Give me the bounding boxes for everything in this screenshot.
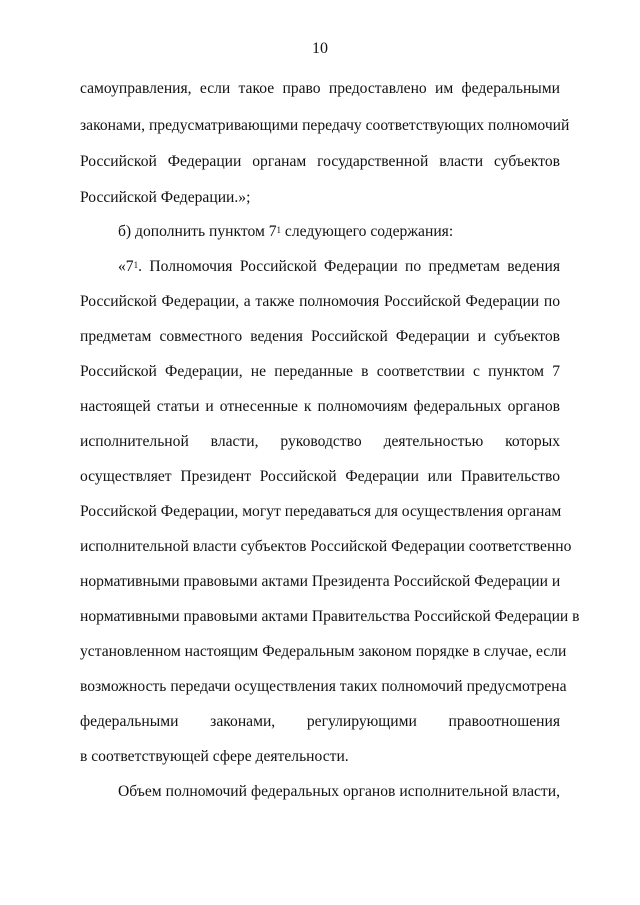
text-line [118,223,560,241]
page-number: 10 [312,40,328,57]
text-fragment: «7 [118,258,134,275]
text-line: осуществляет Президент Российской Федерации или Правительство [80,468,560,485]
text-line: предметам совместного ведения Российской Федерации и субъектов [80,328,560,345]
text-line: в соответствующей сфере деятельности. [80,748,349,765]
text-line: Российской Федерации органам государственной власти субъектов [80,153,560,170]
text-line: исполнительной власти субъектов Российской Федерации соответственно [80,538,572,555]
text-line: нормативными правовыми актами Президента Российской Федерации и [80,573,561,590]
text-line: Российской Федерации, а также полномочия Российской Федерации по [80,293,560,310]
text-line: настоящей статьи и отнесенные к полномочиям федеральных органов [80,398,560,415]
text-line: Объем полномочий федеральных органов исполнительной власти, [118,783,560,800]
text-line: Российской Федерации, могут передаваться для осуществления органам [80,503,562,520]
text-fragment: следующего содержания: [281,223,454,240]
text-line: нормативными правовыми актами Правительства Российской Федерации в [80,608,580,625]
text-line [118,258,560,276]
text-line: самоуправления, если такое право предоставлено им федеральными [80,80,560,97]
text-line: законами, предусматривающими передачу соответствующих полномочий [80,117,570,134]
text-fragment: б) дополнить пунктом 7 [118,223,277,240]
text-line: федеральными законами, регулирующими правоотношения [80,713,560,730]
superscript: 1 [276,225,282,235]
text-line: Российской Федерации.»; [80,189,251,206]
text-line: Российской Федерации, не переданные в соответствии с пунктом 7 [80,363,560,380]
superscript: 1 [133,260,139,270]
text-line: исполнительной власти, руководство деятельностью которых [80,433,560,450]
text-fragment: . Полномочия Российской Федерации по предметам ведения [138,258,560,275]
text-line: установленном настоящим Федеральным законом порядке в случае, если [80,643,567,660]
text-line: возможность передачи осуществления таких полномочий предусмотрена [80,678,567,695]
